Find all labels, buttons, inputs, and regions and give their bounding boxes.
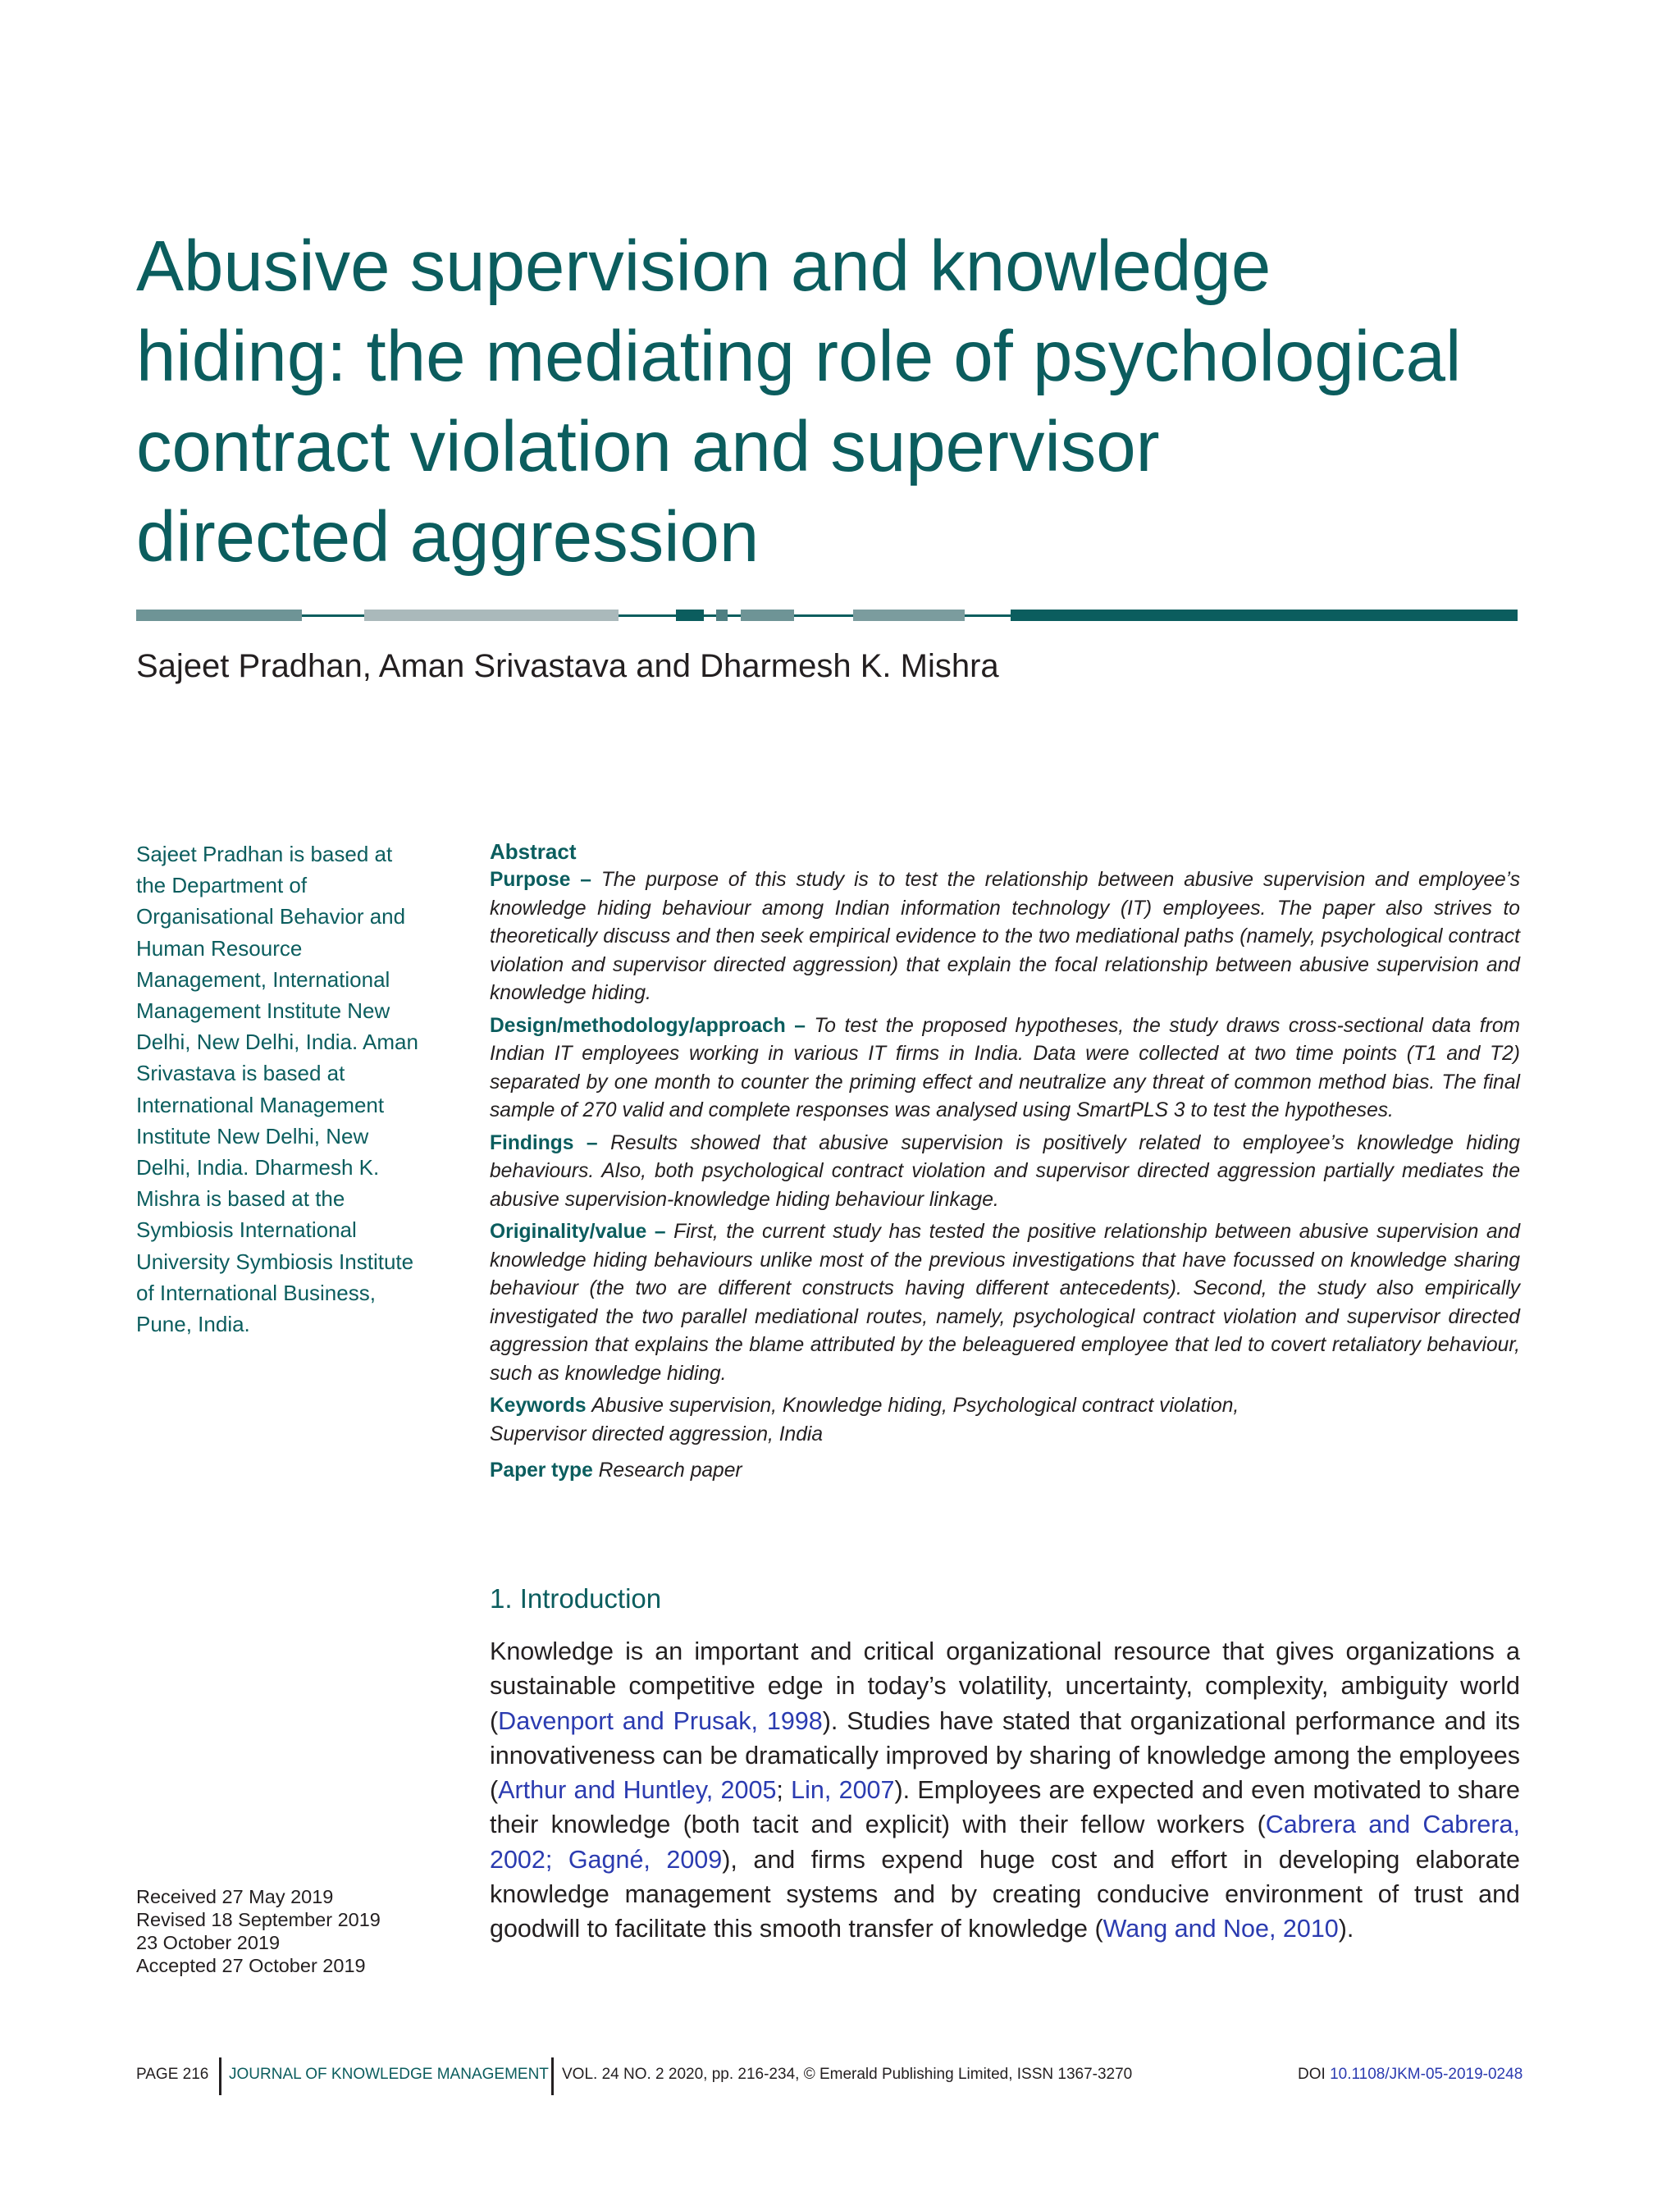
title-line: hiding: the mediating role of psychological (136, 317, 1462, 396)
title-line: contract violation and supervisor (136, 407, 1160, 486)
author-list: Sajeet Pradhan, Aman Srivastava and Dharmesh K. Mishra (136, 648, 999, 684)
rule-segment (136, 610, 302, 621)
body-text: Knowledge is an important and critical organizational resource that gives organizations a sustainable competitive edge in today’s volatility, uncertainty, complexity, ambiguity world ( (490, 1637, 1520, 1735)
body-text: ). Employees are expected and even motivated to share their knowledge (both tacit and explicit) with their fellow workers ( (490, 1776, 1521, 1839)
citation-link[interactable]: Lin, 2007 (791, 1776, 895, 1805)
rule-segment (716, 610, 728, 621)
footer-divider (219, 2057, 221, 2095)
rule-segment (1011, 610, 1518, 621)
author-affiliations: Sajeet Pradhan is based at the Department of Organisational Behavior and Human Resource Management, International Management Institute New Delhi, New Delhi, India. Aman Srivastava is based at International Management Institute New Delhi, New Delhi, India. Dharmesh K. Mishra is based at the Symbiosis International University Symbiosis Institute of International Business, Pune, India. (136, 842, 418, 1337)
keywords-text-continued: Supervisor directed aggression, India (490, 1423, 824, 1445)
date-revised: Revised 18 September 2019 (136, 1909, 381, 1930)
doi (1298, 2066, 1522, 2084)
article-title (136, 221, 1531, 582)
design-text: To test the proposed hypotheses, the study draws cross-sectional data from Indian IT employees working in various IT firms in India. Data were collected at two time points (T1 and T2) separated by one month to counter the priming effect and neutralize any threat of common method bias. The final sample of 270 valid and complete responses was analysed using SmartPLS 3 to test the hypotheses. (490, 1014, 1520, 1121)
citation-link[interactable]: Cabrera and Cabrera, 2002; Gagné, 2009 (490, 1811, 1520, 1874)
title-line: Abusive supervision and knowledge (136, 226, 1271, 306)
paper-type-label: Paper type (490, 1459, 593, 1482)
page-number: PAGE 216 (136, 2066, 209, 2083)
body-text: ). (1338, 1915, 1354, 1943)
abstract-heading: Abstract (490, 839, 577, 864)
section-heading: 1. Introduction (490, 1583, 662, 1614)
body-text: ). Studies have stated that organizational performance and its innovativeness can be dramatically improved by sharing of knowledge among the employees ( (490, 1706, 1520, 1805)
paper-type-text: Research paper (598, 1459, 742, 1482)
originality-text: First, the current study has tested the positive relationship between abusive supervision and knowledge hiding behaviours unlike most of the previous investigations that have focussed on knowledge sharing behaviour (the two are different constructs having different antecedents). Second, the study also empirically investigated the two parallel mediational routes, namely, psychological contract violation and supervisor directed aggression that explains the blame attributed by the beleaguered employee that led to covert retaliatory behaviour, such as knowledge hiding. (490, 1221, 1520, 1385)
abstract-findings (490, 1130, 1520, 1215)
doi-link[interactable]: 10.1108/JKM-05-2019-0248 (1330, 2066, 1523, 2083)
rule-segment (741, 610, 794, 621)
findings-text: Results showed that abusive supervision is positively related to employee’s knowledge hiding behaviours. Also, both psychological contract violation and supervisor directed aggression partially mediates the abusive supervision-knowledge hiding behaviour linkage. (490, 1131, 1520, 1211)
citation-link[interactable]: Wang and Noe, 2010 (1102, 1915, 1339, 1943)
introduction-paragraph (490, 1634, 1520, 1947)
journal-name: JOURNAL OF KNOWLEDGE MANAGEMENT (229, 2066, 549, 2083)
rule-segment (853, 610, 965, 621)
date-accepted: Accepted 27 October 2019 (136, 1955, 366, 1976)
footer-divider (551, 2057, 554, 2095)
keywords (490, 1392, 1520, 1449)
design-label: Design/methodology/approach – (490, 1014, 806, 1037)
date-received: Received 27 May 2019 (136, 1886, 334, 1907)
abstract-purpose (490, 866, 1520, 1008)
citation-link[interactable]: Arthur and Huntley, 2005 (498, 1776, 777, 1805)
doi-label: DOI (1298, 2066, 1326, 2083)
body-text: ), and firms expend huge cost and effort in developing elaborate knowledge management systems and by creating conducive environment of trust and goodwill to facilitate this smooth transfer of knowledge ( (490, 1845, 1520, 1943)
purpose-label: Purpose – (490, 869, 591, 891)
rule-segment (364, 610, 619, 621)
title-line: directed aggression (136, 497, 760, 577)
submission-dates (136, 1885, 440, 1977)
rule-segment (676, 610, 704, 621)
keywords-label: Keywords (490, 1395, 587, 1417)
abstract-section (490, 837, 1520, 1486)
purpose-text: The purpose of this study is to test the relationship between abusive supervision and employee’s knowledge hiding behaviour among Indian information technology (IT) employees. The paper also strives to theoretically discuss and then seek empirical evidence to the two mediational paths (namely, psychological contract violation and supervisor directed aggression) that explain the focal relationship between abusive supervision and knowledge hiding. (490, 869, 1520, 1004)
abstract-originality (490, 1218, 1520, 1388)
abstract-design (490, 1012, 1520, 1126)
body-text: ; (776, 1776, 792, 1805)
volume-info: VOL. 24 NO. 2 2020, pp. 216-234, © Emerald Publishing Limited, ISSN 1367-3270 (562, 2066, 1133, 2083)
originality-label: Originality/value – (490, 1221, 666, 1243)
page-footer (136, 2057, 1522, 2090)
decorative-rule (136, 610, 1518, 623)
citation-link[interactable]: Davenport and Prusak, 1998 (498, 1706, 823, 1735)
findings-label: Findings – (490, 1131, 598, 1154)
date-revised-2: 23 October 2019 (136, 1932, 281, 1953)
keywords-text: Abusive supervision, Knowledge hiding, Psychological contract violation, (591, 1395, 1239, 1417)
paper-type (490, 1457, 1520, 1486)
